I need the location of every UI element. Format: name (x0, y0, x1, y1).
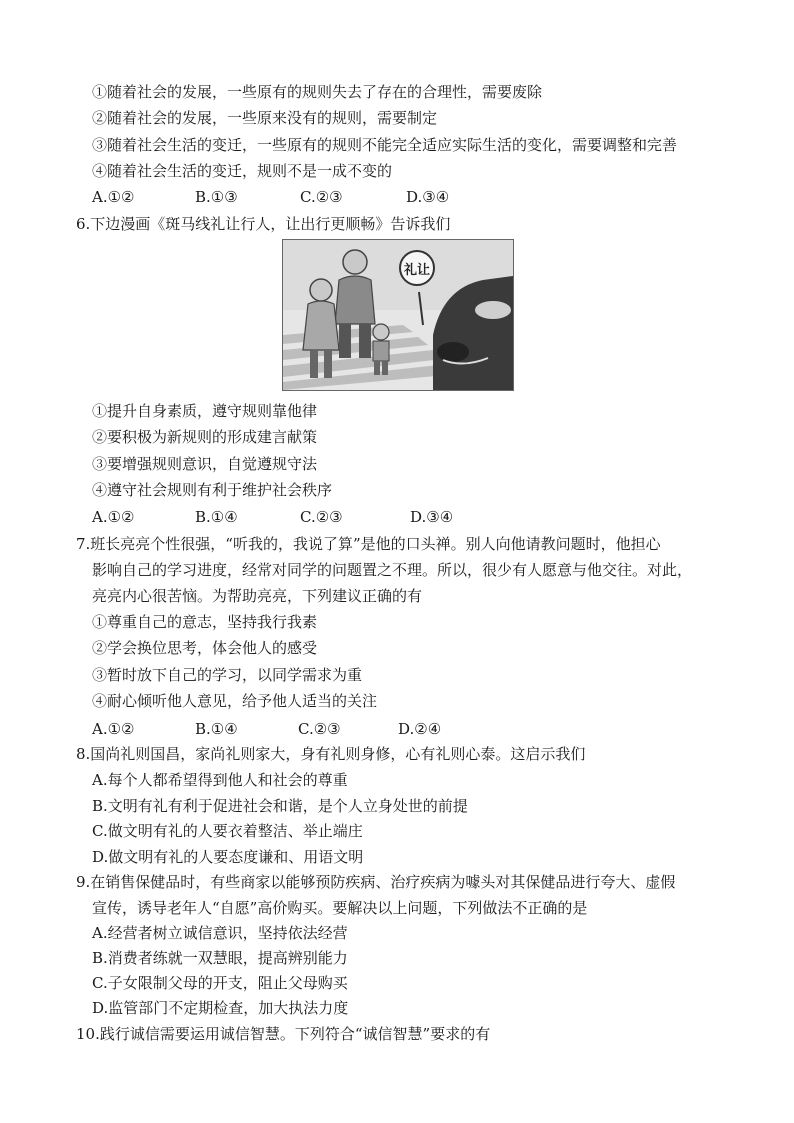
q5-item-2: ②随着社会的发展，一些原来没有的规则，需要制定 (92, 109, 438, 127)
q8-choice-c: C.做文明有礼的人要衣着整洁、举止端庄 (92, 822, 363, 840)
q9-choice-a: A.经营者树立诚信意识，坚持依法经营 (92, 924, 348, 942)
q6-item-1: ①提升自身素质，遵守规则靠他律 (92, 402, 318, 420)
q9-stem-line-2: 宣传，诱导老年人“自愿”高价购买。要解决以上问题，下列做法不正确的是 (92, 899, 588, 917)
zebra-crossing-cartoon (283, 240, 513, 390)
q5-option-c: C.②③ (300, 188, 343, 206)
q7-stem-line-3: 亮亮内心很苦恼。为帮助亮亮，下列建议正确的有 (92, 587, 423, 605)
q5-item-1: ①随着社会的发展，一些原有的规则失去了存在的合理性，需要废除 (92, 83, 543, 101)
q7-option-b: B.①④ (195, 720, 238, 738)
cartoon-illustration (282, 239, 514, 391)
q7-options (92, 718, 692, 740)
q7-item-2: ②学会换位思考，体会他人的感受 (92, 639, 318, 657)
q9-stem-line-1: 9.在销售保健品时，有些商家以能够预防疾病、治疗疾病为噱头对其保健品进行夸大、虚假 (76, 873, 676, 891)
q7-stem-line-2: 影响自己的学习进度，经常对同学的问题置之不理。所以，很少有人愿意与他交往。对此， (92, 561, 693, 579)
q10-stem: 10.践行诚信需要运用诚信智慧。下列符合“诚信智慧”要求的有 (76, 1025, 491, 1043)
q8-stem: 8.国尚礼则国昌，家尚礼则家大，身有礼则身修，心有礼则心泰。这启示我们 (76, 745, 586, 763)
q6-item-3: ③要增强规则意识，自觉遵规守法 (92, 455, 318, 473)
q5-options (92, 186, 692, 208)
q7-option-c: C.②③ (298, 720, 341, 738)
q6-option-a: A.①② (92, 508, 135, 526)
q7-item-4: ④耐心倾听他人意见，给予他人适当的关注 (92, 692, 378, 710)
q6-stem: 6.下边漫画《斑马线礼让行人，让出行更顺畅》告诉我们 (76, 215, 451, 233)
q9-choice-d: D.监管部门不定期检查，加大执法力度 (92, 999, 349, 1017)
q6-item-4: ④遵守社会规则有利于维护社会秩序 (92, 481, 333, 499)
q8-choice-b: B.文明有礼有利于促进社会和谐，是个人立身处世的前提 (92, 797, 468, 815)
q5-item-3: ③随着社会生活的变迁，一些原有的规则不能完全适应实际生活的变化，需要调整和完善 (92, 136, 678, 154)
q6-option-c: C.②③ (300, 508, 343, 526)
q5-option-a: A.①② (92, 188, 135, 206)
q9-choice-c: C.子女限制父母的开支，阻止父母购买 (92, 974, 348, 992)
q6-options (92, 506, 692, 528)
q6-option-d: D.③④ (410, 508, 454, 526)
q5-item-4: ④随着社会生活的变迁，规则不是一成不变的 (92, 162, 393, 180)
q5-option-d: D.③④ (406, 188, 450, 206)
sign-label: 礼让 (403, 263, 431, 278)
q7-item-3: ③暂时放下自己的学习，以同学需求为重 (92, 666, 363, 684)
q8-choice-a: A.每个人都希望得到他人和社会的尊重 (92, 771, 348, 789)
q8-choice-d: D.做文明有礼的人要态度谦和、用语文明 (92, 848, 364, 866)
q7-stem-line-1: 7.班长亮亮个性很强，“听我的，我说了算”是他的口头禅。别人向他请教问题时，他担心 (76, 535, 661, 553)
q7-item-1: ①尊重自己的意志，坚持我行我素 (92, 613, 318, 631)
q6-option-b: B.①④ (195, 508, 238, 526)
q7-option-a: A.①② (92, 720, 135, 738)
q7-option-d: D.②④ (398, 720, 442, 738)
q9-choice-b: B.消费者练就一双慧眼，提高辨别能力 (92, 949, 348, 967)
q6-item-2: ②要积极为新规则的形成建言献策 (92, 428, 318, 446)
q5-option-b: B.①③ (195, 188, 238, 206)
